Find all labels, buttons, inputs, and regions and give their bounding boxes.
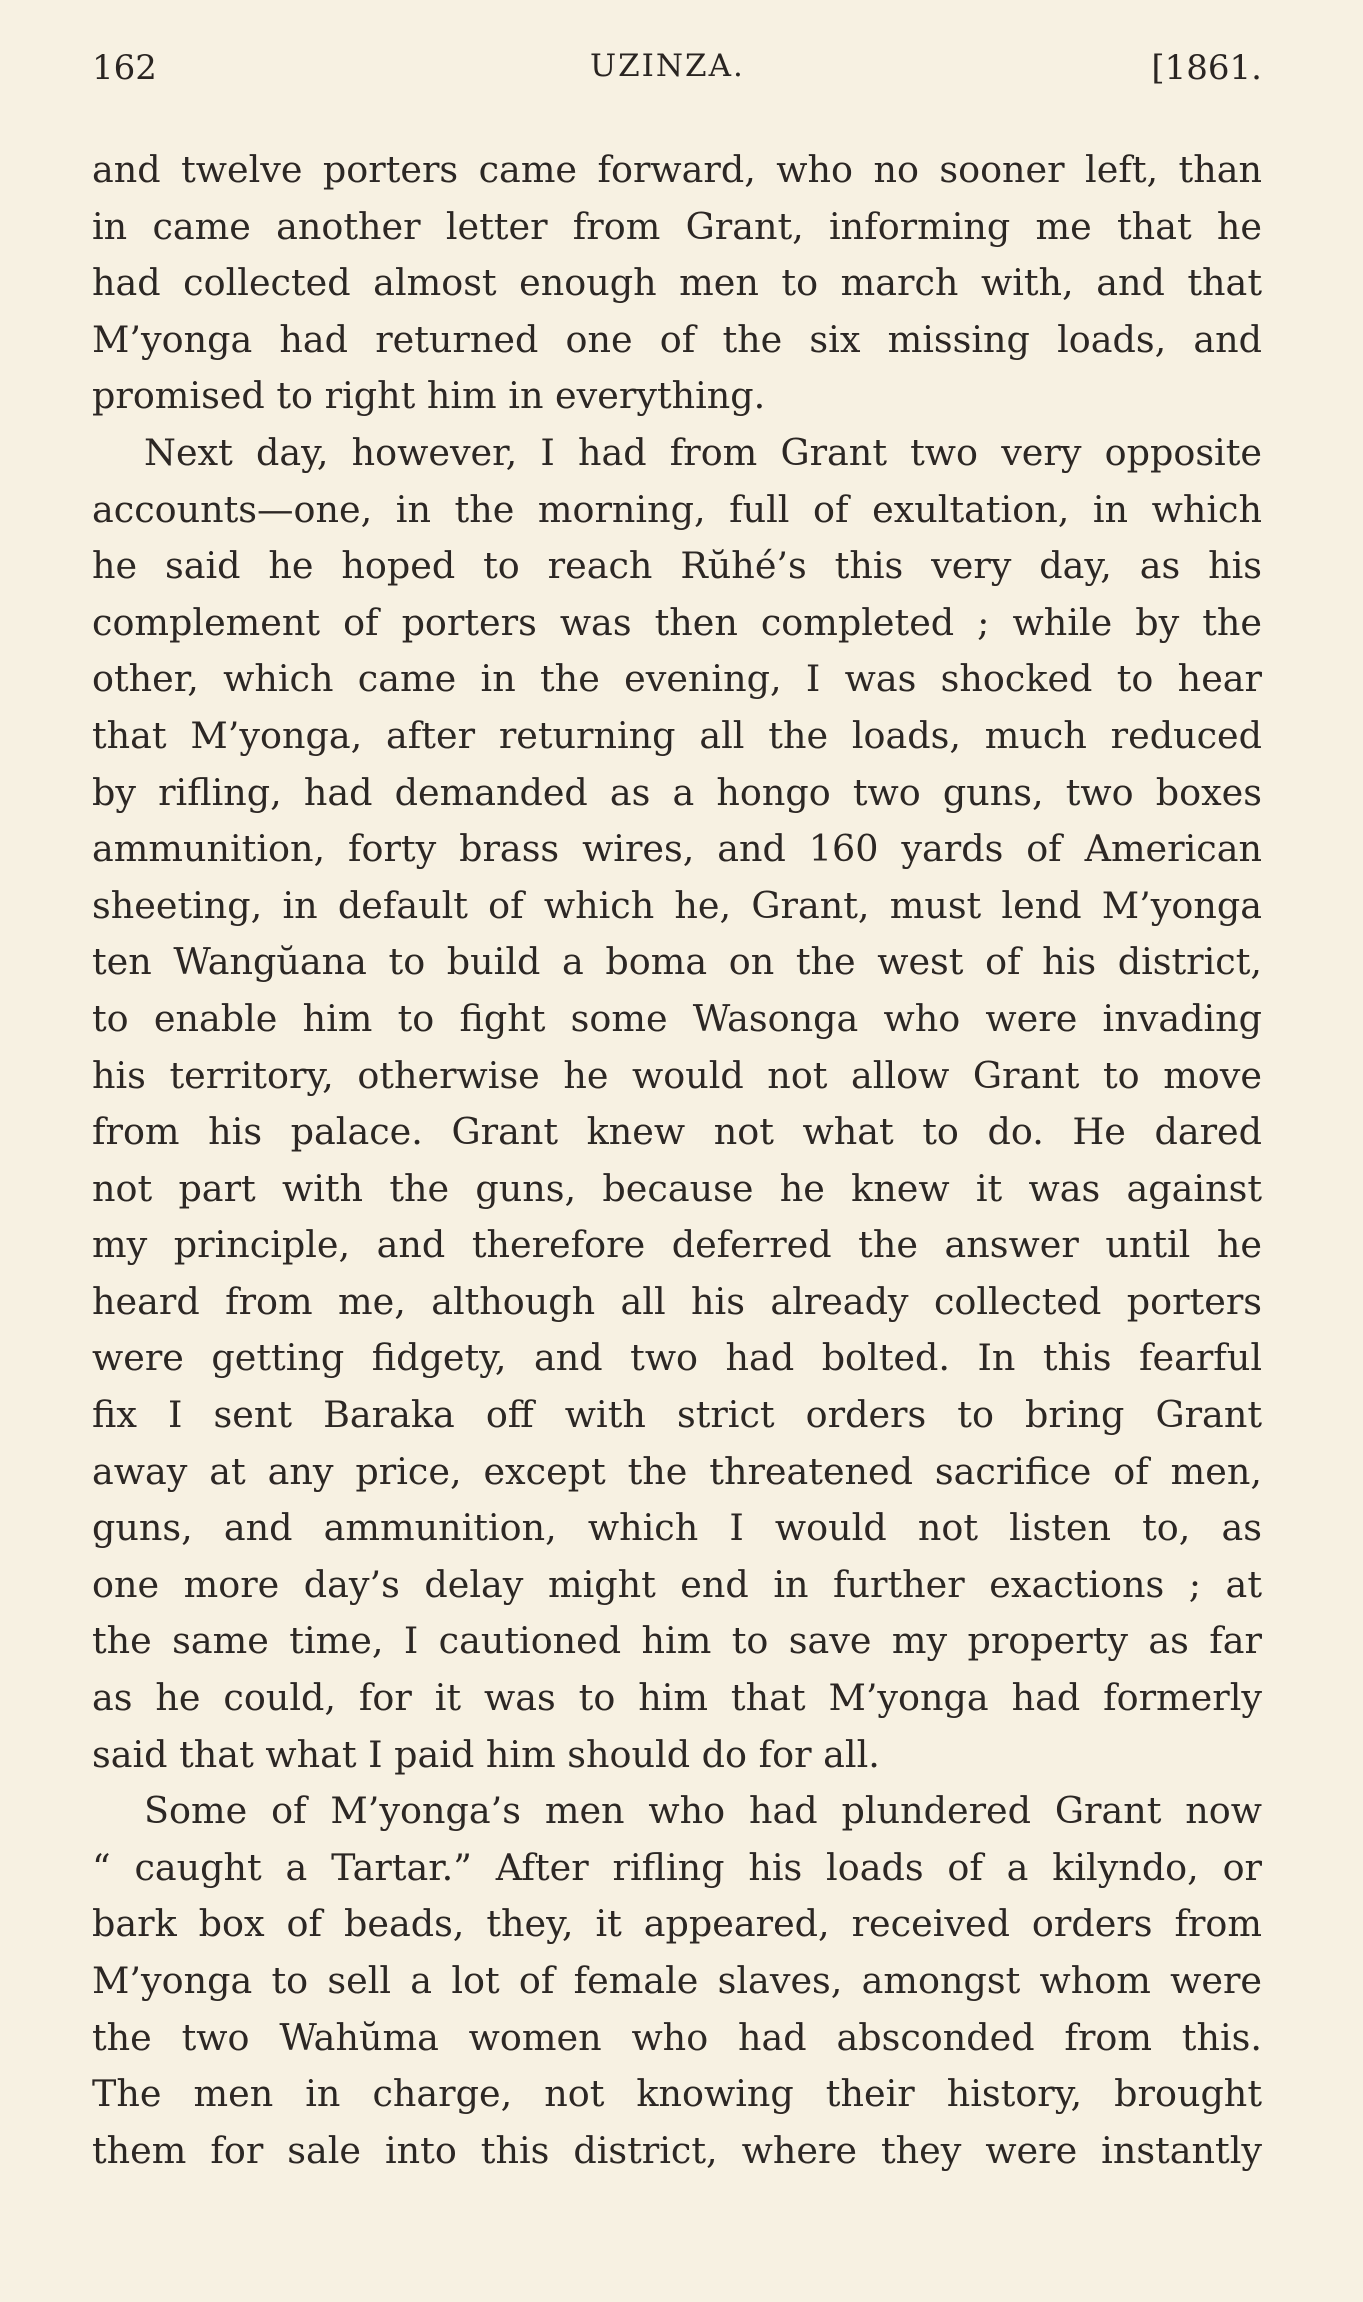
text-line: by rifling, had demanded as a hongo two guns, two boxes	[92, 770, 1262, 814]
text-line: Next day, however, I had from Grant two very opposite	[144, 430, 1262, 474]
text-line: from his palace. Grant knew not what to do. He dared	[92, 1110, 1262, 1154]
text-line: sheeting, in default of which he, Grant, must lend M’yonga	[92, 883, 1262, 927]
text-line: complement of porters was then completed ; while by the	[92, 600, 1262, 644]
text-line: ammunition, forty brass wires, and 160 yards of American	[92, 827, 1262, 871]
text-line: bark box of beads, they, it appeared, received orders from	[92, 1902, 1262, 1946]
text-line: them for sale into this district, where they were instantly	[92, 2128, 1262, 2172]
text-line: not part with the guns, because he knew it was against	[92, 1166, 1262, 1210]
text-line: “ caught a Tartar.” After rifling his loads of a kilyndo, or	[92, 1845, 1262, 1889]
text-line: promised to right him in everything.	[92, 374, 766, 418]
text-line: ten Wangŭana to build a boma on the west of his district,	[92, 940, 1262, 984]
text-line: one more day’s delay might end in further exactions ; at	[92, 1562, 1262, 1606]
text-line: and twelve porters came forward, who no sooner left, than	[92, 148, 1262, 191]
running-year: [1861.	[1151, 48, 1262, 88]
text-line: in came another letter from Grant, informing me that he	[92, 204, 1262, 248]
running-title: UZINZA.	[590, 48, 745, 84]
text-line: the same time, I cautioned him to save my property as far	[92, 1619, 1262, 1663]
text-line: M’yonga to sell a lot of female slaves, amongst whom were	[92, 1959, 1262, 2002]
text-line: heard from me, although all his already collected porters	[92, 1279, 1262, 1323]
text-line: my principle, and therefore deferred the answer until he	[92, 1223, 1262, 1267]
text-line: Some of M’yonga’s men who had plundered Grant now	[144, 1789, 1262, 1833]
text-line: guns, and ammunition, which I would not listen to, as	[92, 1506, 1262, 1550]
running-head	[92, 48, 1262, 108]
text-line: to enable him to fight some Wasonga who were invading	[92, 996, 1262, 1040]
text-line: other, which came in the evening, I was shocked to hear	[92, 657, 1262, 701]
text-line: The men in charge, not knowing their history, brought	[92, 2072, 1262, 2116]
text-line: away at any price, except the threatened sacrifice of men,	[92, 1449, 1262, 1493]
text-line: accounts—one, in the morning, full of exultation, in which	[92, 487, 1262, 531]
text-line: his territory, otherwise he would not allow Grant to move	[92, 1053, 1262, 1097]
page-number: 162	[92, 48, 157, 88]
text-line: fix I sent Baraka off with strict orders to bring Grant	[92, 1393, 1262, 1437]
text-line: that M’yonga, after returning all the loads, much reduced	[92, 713, 1262, 757]
text-line: M’yonga had returned one of the six missing loads, and	[92, 317, 1262, 361]
body-text	[92, 142, 1262, 2179]
text-line: as he could, for it was to him that M’yonga had formerly	[92, 1676, 1262, 1720]
text-line: the two Wahŭma women who had absconded from this.	[92, 2015, 1262, 2059]
text-line: were getting fidgety, and two had bolted. In this fearful	[92, 1336, 1262, 1380]
text-line: had collected almost enough men to march with, and that	[92, 261, 1262, 305]
text-line: said that what I paid him should do for all.	[92, 1732, 880, 1776]
text-line: he said he hoped to reach Rŭhé’s this very day, as his	[92, 544, 1262, 588]
